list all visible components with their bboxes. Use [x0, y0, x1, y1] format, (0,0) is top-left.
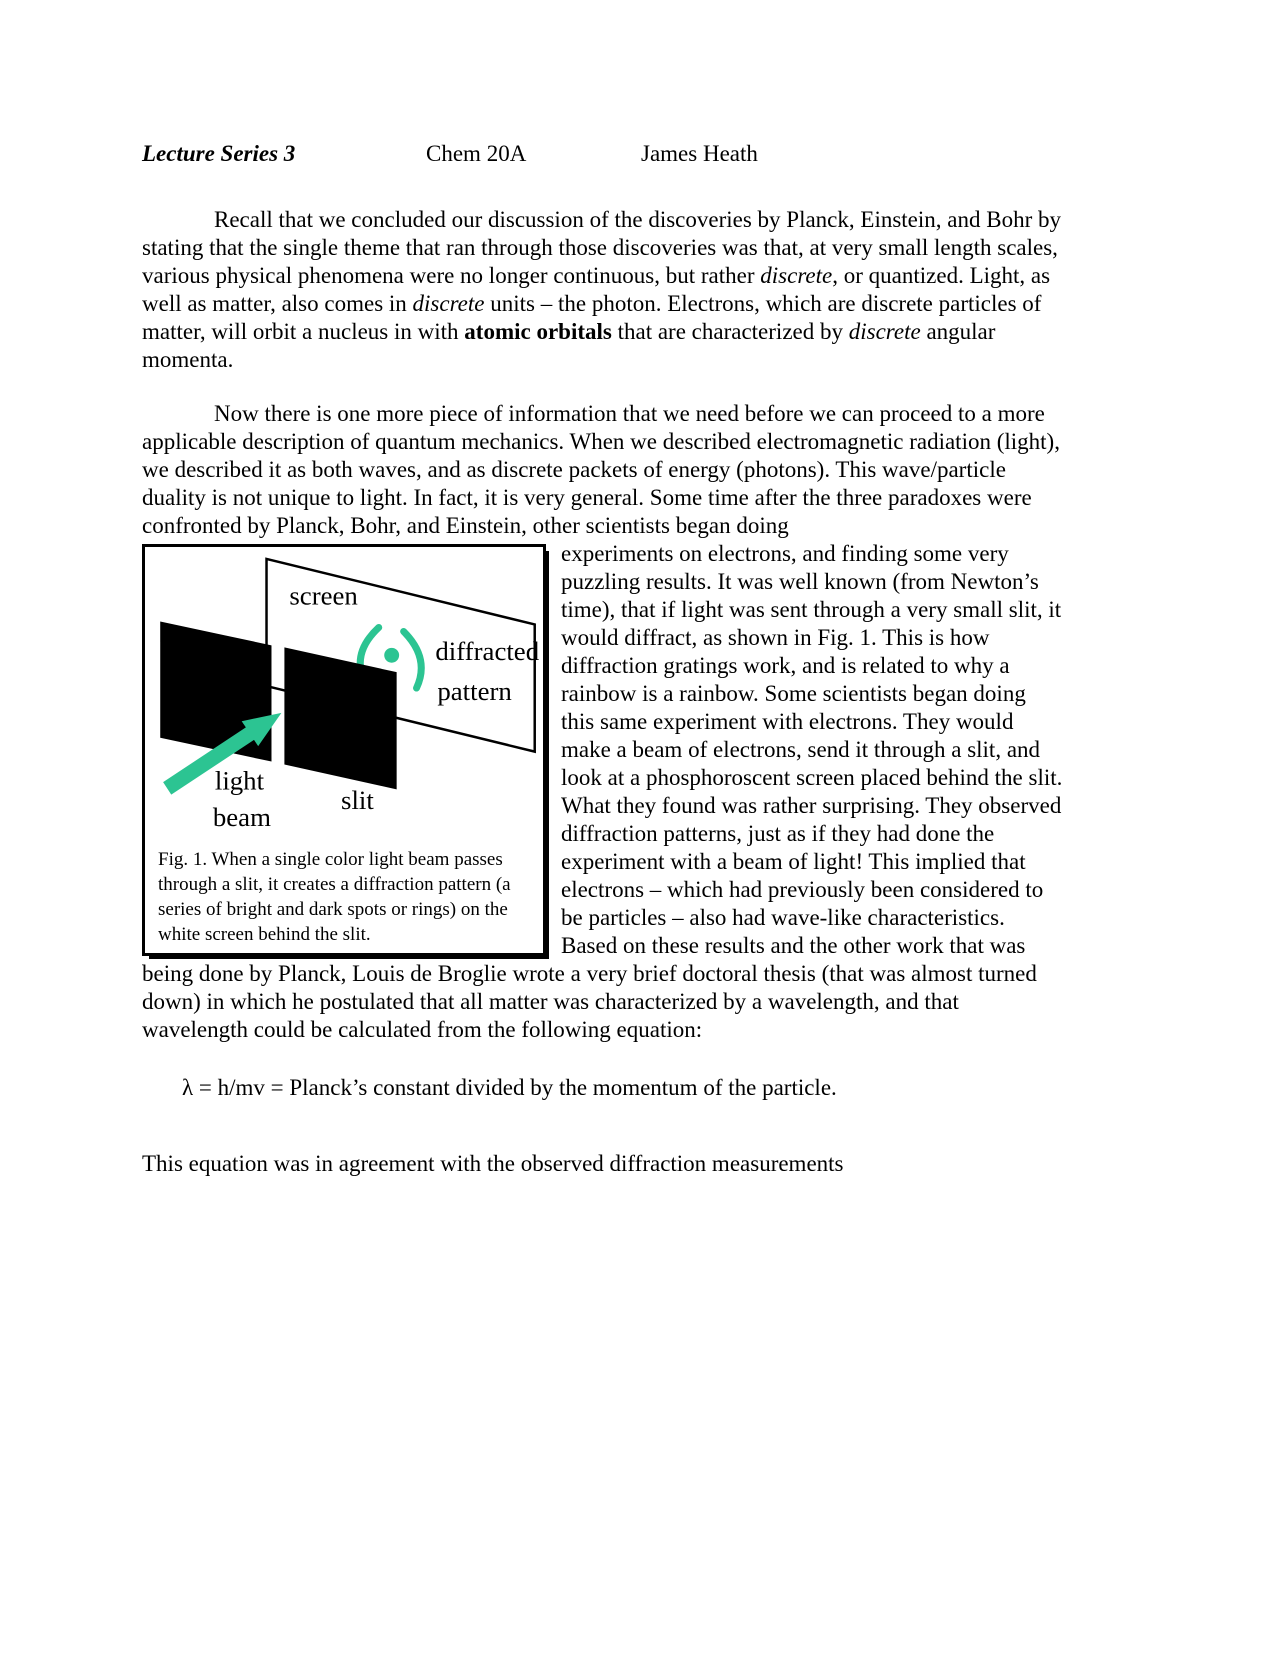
figure-1-box: [142, 544, 546, 956]
right-slit-plate: [284, 647, 396, 789]
figure-1-caption: Fig. 1. When a single color light beam passes through a slit, it creates a diffraction pattern (a series of bright and dark spots or rings) on the white screen behind the slit.: [158, 849, 511, 945]
light-beam-label-line1: light: [214, 765, 265, 796]
course-code: Chem 20A: [426, 141, 527, 166]
figure-1-diagram: [145, 547, 543, 845]
light-beam-label-line2: beam: [212, 802, 271, 833]
lecture-series-title: Lecture Series 3: [142, 141, 296, 166]
instructor-name: James Heath: [641, 141, 758, 166]
slit-label: slit: [341, 785, 374, 816]
paragraph-quantum-wrap-text: experiments on electrons, and finding some very puzzling results. It was well known (from Newton’s time), that if light was sent through a very small slit, it would diffract, as shown in Fig. 1. This is how diffraction gratings work, and is related to why a rainbow is a rainbow. Some scientists began doing this same experiment with electrons. They would make a beam of electrons, send it through a slit, and look at a phosphoroscent screen placed behind the slit. What they found was rather surprising. They observed diffraction patterns, just as if they had done the experiment with a beam of light! This implied that electrons – which had previously been considered to be particles – also had wave-like characteristics. Based on these results and the other work that was being done by Planck, Louis de Broglie wrote a very brief doctoral thesis (that was almost turned down) in which he postulated that all matter was characterized by a wavelength, and that wavelength could be calculated from the following equation:: [142, 541, 1063, 1042]
diffracted-pattern-label-line2: pattern: [437, 675, 512, 706]
paragraph-quantum-wrap-block: [142, 540, 1064, 1044]
equation-line: λ = h/mv = Planck’s constant divided by the momentum of the particle.: [182, 1075, 837, 1100]
screen-label: screen: [289, 580, 358, 611]
closing-line: This equation was in agreement with the observed diffraction measurements: [142, 1151, 844, 1176]
paragraph-quantum-intro: Now there is one more piece of information that we need before we can proceed to a more applicable description of quantum mechanics. When we described electromagnetic radiation (light), we described it as both waves, and as discrete packets of energy (photons). This wave/particle duality is not unique to light. In fact, it is very general. Some time after the three paradoxes were confronted by Planck, Bohr, and Einstein, other scientists began doing: [142, 401, 1060, 538]
diffraction-dot: [384, 648, 399, 663]
document-header: [142, 140, 1064, 168]
paragraph-recall: Recall that we concluded our discussion of the discoveries by Planck, Einstein, and Bohr by stating that the single theme that ran through those discoveries was that, at very small length scales, various physical phenomena were no longer continuous, but rather discrete, or quantized. Light, as well as matter, also comes in discrete units – the photon. Electrons, which are discrete particles of matter, will orbit a nucleus in with atomic orbitals that are characterized by discrete angular momenta.: [142, 207, 1061, 372]
diffracted-pattern-label-line1: diffracted: [435, 636, 540, 667]
